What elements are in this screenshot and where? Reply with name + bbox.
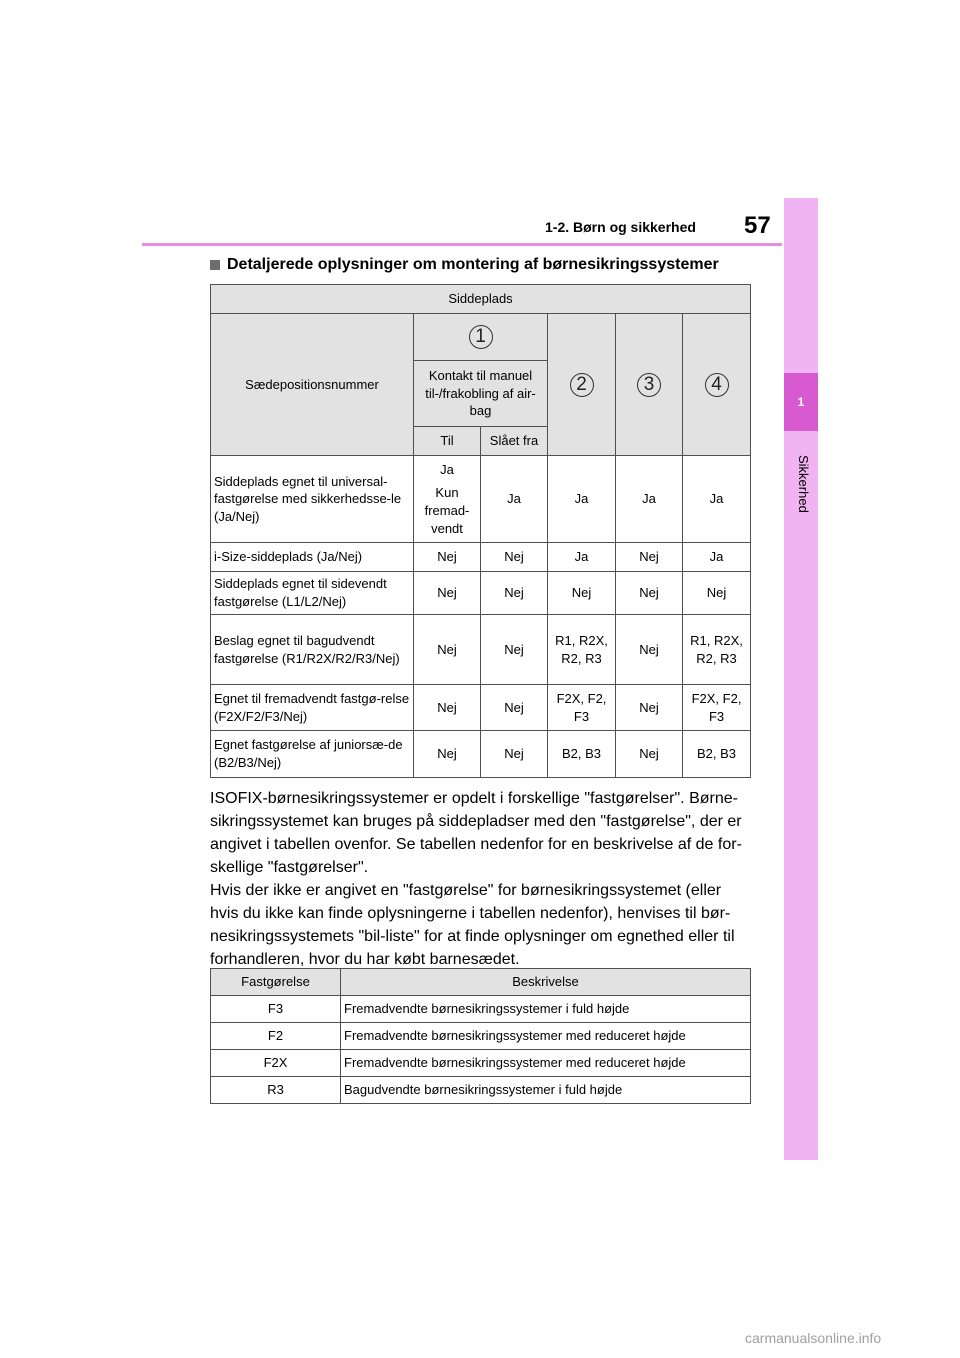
cell-pos4: Ja	[683, 456, 751, 543]
header-rule	[142, 243, 782, 246]
header-siddeplads: Siddeplads	[211, 285, 751, 314]
table-row	[211, 572, 751, 615]
cell-pos4: R1, R2X, R2, R3	[683, 615, 751, 685]
header-position-1	[414, 314, 548, 361]
fixture-code: F3	[211, 996, 341, 1023]
circled-number-icon: 1	[469, 325, 493, 349]
watermark: carmanualsonline.info	[745, 1330, 882, 1346]
cell-pos2: F2X, F2, F3	[548, 685, 616, 731]
fixture-table	[210, 968, 751, 1104]
header-slaaet-fra: Slået fra	[481, 427, 548, 456]
row-label: Siddeplads egnet til universal-fastgørelse med sikkerhedsse-le (Ja/Nej)	[211, 456, 414, 543]
paragraph-2: Hvis der ikke er angivet en "fastgørelse" for børnesikringssystemet (eller hvis du ikke kan finde oplysningerne i tabellen nedenfor), henvises til bør-nesikringssystemets "bil-liste" for at finde oplysninger om egnethed eller til forhandleren, hvor du har købt barnesædet.	[210, 882, 735, 968]
cell-til: Nej	[414, 685, 481, 731]
cell-pos3: Nej	[616, 685, 683, 731]
cell-pos2: R1, R2X, R2, R3	[548, 615, 616, 685]
cell-pos3: Nej	[616, 572, 683, 615]
circled-number-icon: 4	[705, 373, 729, 397]
row-label: Egnet fastgørelse af juniorsæ-de (B2/B3/Nej)	[211, 731, 414, 778]
table-row	[211, 456, 751, 543]
header-fastgoerelse: Fastgørelse	[211, 969, 341, 996]
row-label: i-Size-siddeplads (Ja/Nej)	[211, 543, 414, 572]
cell-pos2: Ja	[548, 456, 616, 543]
cell-fra: Nej	[481, 685, 548, 731]
row-label: Egnet til fremadvendt fastgø-relse (F2X/F2/F3/Nej)	[211, 685, 414, 731]
header-seat-position: Sædepositionsnummer	[211, 314, 414, 456]
cell-fra: Nej	[481, 731, 548, 778]
header-til: Til	[414, 427, 481, 456]
cell-fra: Nej	[481, 615, 548, 685]
cell-til-note: Kun fremad-vendt	[424, 485, 470, 536]
cell-pos2: B2, B3	[548, 731, 616, 778]
cell-til: Nej	[414, 572, 481, 615]
fixture-description: Fremadvendte børnesikringssystemer i fuld højde	[341, 996, 751, 1023]
cell-til: Nej	[414, 543, 481, 572]
side-tab	[784, 198, 818, 1160]
cell-fra: Ja	[481, 456, 548, 543]
cell-til: Nej	[414, 615, 481, 685]
row-label: Siddeplads egnet til sidevendt fastgørelse (L1/L2/Nej)	[211, 572, 414, 615]
square-bullet-icon	[210, 260, 220, 270]
cell-pos3: Ja	[616, 456, 683, 543]
fixture-description: Bagudvendte børnesikringssystemer i fuld højde	[341, 1077, 751, 1104]
table-row	[211, 615, 751, 685]
section-title: 1-2. Børn og sikkerhed	[545, 219, 696, 235]
header-position-3	[616, 314, 683, 456]
subheading	[210, 256, 719, 274]
fixture-code: F2	[211, 1023, 341, 1050]
paragraph-1: ISOFIX-børnesikringssystemer er opdelt i forskellige "fastgørelser". Børne-sikringssystemet kan bruges på siddepladser med den "fastgørelse", der er angivet i tabellen ovenfor. Se tabellen nedenfor for en beskrivelse af de for-skellige "fastgørelser".	[210, 790, 742, 876]
header-position-4	[683, 314, 751, 456]
cell-pos2: Nej	[548, 572, 616, 615]
cell-pos3: Nej	[616, 731, 683, 778]
fixture-code: R3	[211, 1077, 341, 1104]
cell-pos3: Nej	[616, 615, 683, 685]
body-paragraph	[210, 787, 750, 971]
header-position-2	[548, 314, 616, 456]
side-chapter-label: Sikkerhed	[796, 455, 811, 513]
cell-pos2: Ja	[548, 543, 616, 572]
table-row	[211, 543, 751, 572]
circled-number-icon: 3	[637, 373, 661, 397]
table-row	[211, 1050, 751, 1077]
cell-til	[414, 456, 481, 543]
table-row	[211, 685, 751, 731]
cell-til-value: Ja	[440, 461, 454, 477]
fixture-description: Fremadvendte børnesikringssystemer med reduceret højde	[341, 1023, 751, 1050]
cell-pos4: B2, B3	[683, 731, 751, 778]
fixture-description: Fremadvendte børnesikringssystemer med reduceret højde	[341, 1050, 751, 1077]
table-row	[211, 731, 751, 778]
cell-pos4: Nej	[683, 572, 751, 615]
table-row	[211, 996, 751, 1023]
header-beskrivelse: Beskrivelse	[341, 969, 751, 996]
row-label: Beslag egnet til bagudvendt fastgørelse (R1/R2X/R2/R3/Nej)	[211, 615, 414, 685]
page-number: 57	[744, 212, 771, 239]
cell-pos4: Ja	[683, 543, 751, 572]
cell-pos4: F2X, F2, F3	[683, 685, 751, 731]
cell-fra: Nej	[481, 543, 548, 572]
side-chapter-number: 1	[784, 373, 818, 431]
table-row	[211, 1077, 751, 1104]
cell-til: Nej	[414, 731, 481, 778]
table-row	[211, 1023, 751, 1050]
cell-pos3: Nej	[616, 543, 683, 572]
header-airbag-switch: Kontakt til manuel til-/frakobling af air-bag	[414, 361, 548, 427]
seat-table	[210, 284, 751, 778]
circled-number-icon: 2	[570, 373, 594, 397]
cell-fra: Nej	[481, 572, 548, 615]
subheading-text: Detaljerede oplysninger om montering af børnesikringssystemer	[227, 256, 719, 273]
fixture-code: F2X	[211, 1050, 341, 1077]
